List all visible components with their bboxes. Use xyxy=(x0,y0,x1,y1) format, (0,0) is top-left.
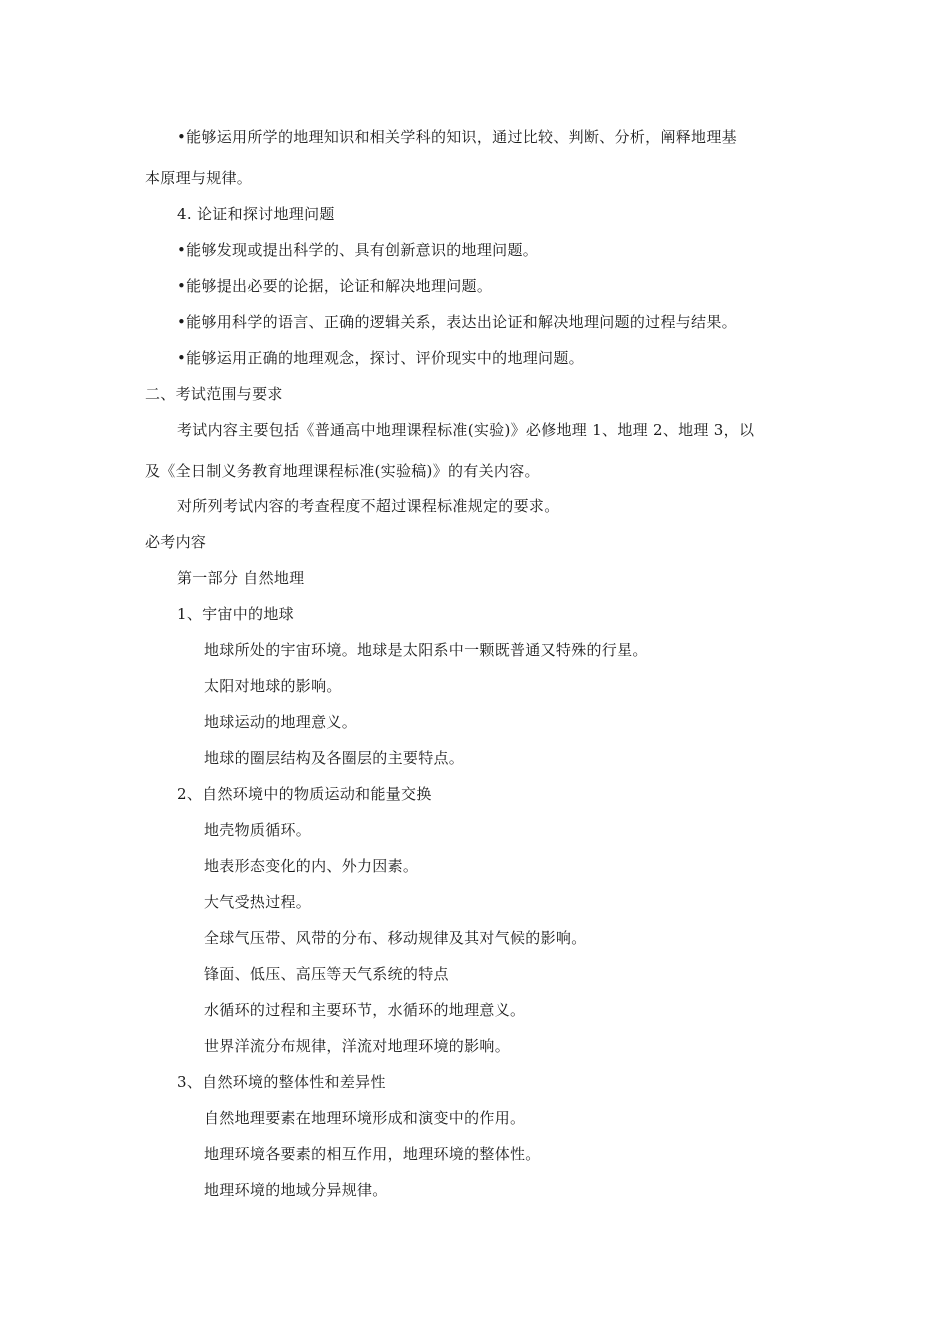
item-4-heading: 4. 论证和探讨地理问题 xyxy=(177,205,335,223)
topic-2-item: 世界洋流分布规律，洋流对地理环境的影响。 xyxy=(204,1037,511,1055)
topic-1-heading: 1、宇宙中的地球 xyxy=(177,605,294,623)
topic-2-item: 全球气压带、风带的分布、移动规律及其对气候的影响。 xyxy=(204,929,587,947)
topic-2-heading: 2、自然环境中的物质运动和能量交换 xyxy=(177,785,432,803)
topic-1-item: 地球的圈层结构及各圈层的主要特点。 xyxy=(204,749,465,767)
scope-para-2: 对所列考试内容的考查程度不超过课程标准规定的要求。 xyxy=(177,497,560,515)
scope-para-1-line-1: 考试内容主要包括《普通高中地理课程标准(实验)》必修地理 1、地理 2、地理 3，以 xyxy=(177,421,755,439)
required-section-heading: 必考内容 xyxy=(145,533,207,551)
topic-2-item: 锋面、低压、高压等天气系统的特点 xyxy=(204,965,449,983)
topic-3-item: 地理环境各要素的相互作用，地理环境的整体性。 xyxy=(204,1145,541,1163)
item-4-bullet: •能够发现或提出科学的、具有创新意识的地理问题。 xyxy=(177,241,539,259)
scope-section-heading: 二、考试范围与要求 xyxy=(145,385,283,403)
topic-2-item: 地表形态变化的内、外力因素。 xyxy=(204,857,419,875)
topic-1-item: 地球运动的地理意义。 xyxy=(204,713,358,731)
item-4-bullet: •能够提出必要的论据，论证和解决地理问题。 xyxy=(177,277,493,295)
topic-3-item: 自然地理要素在地理环境形成和演变中的作用。 xyxy=(204,1109,526,1127)
ability-bullet-3-line-2: 本原理与规律。 xyxy=(145,169,253,187)
topic-2-item: 大气受热过程。 xyxy=(204,893,312,911)
topic-2-item: 地壳物质循环。 xyxy=(204,821,312,839)
item-4-bullet: •能够运用正确的地理观念，探讨、评价现实中的地理问题。 xyxy=(177,349,584,367)
topic-2-item: 水循环的过程和主要环节，水循环的地理意义。 xyxy=(204,1001,526,1019)
part-heading: 第一部分 自然地理 xyxy=(177,569,305,587)
topic-1-item: 地球所处的宇宙环境。地球是太阳系中一颗既普通又特殊的行星。 xyxy=(204,641,648,659)
topic-3-item: 地理环境的地域分异规律。 xyxy=(204,1181,388,1199)
topic-1-item: 太阳对地球的影响。 xyxy=(204,677,342,695)
topic-3-heading: 3、自然环境的整体性和差异性 xyxy=(177,1073,386,1091)
item-4-bullet: •能够用科学的语言、正确的逻辑关系，表达出论证和解决地理问题的过程与结果。 xyxy=(177,313,737,331)
scope-para-1-line-2: 及《全日制义务教育地理课程标准(实验稿)》的有关内容。 xyxy=(145,462,540,480)
ability-bullet-3-line-1: •能够运用所学的地理知识和相关学科的知识，通过比较、判断、分析，阐释地理基 xyxy=(177,128,737,146)
